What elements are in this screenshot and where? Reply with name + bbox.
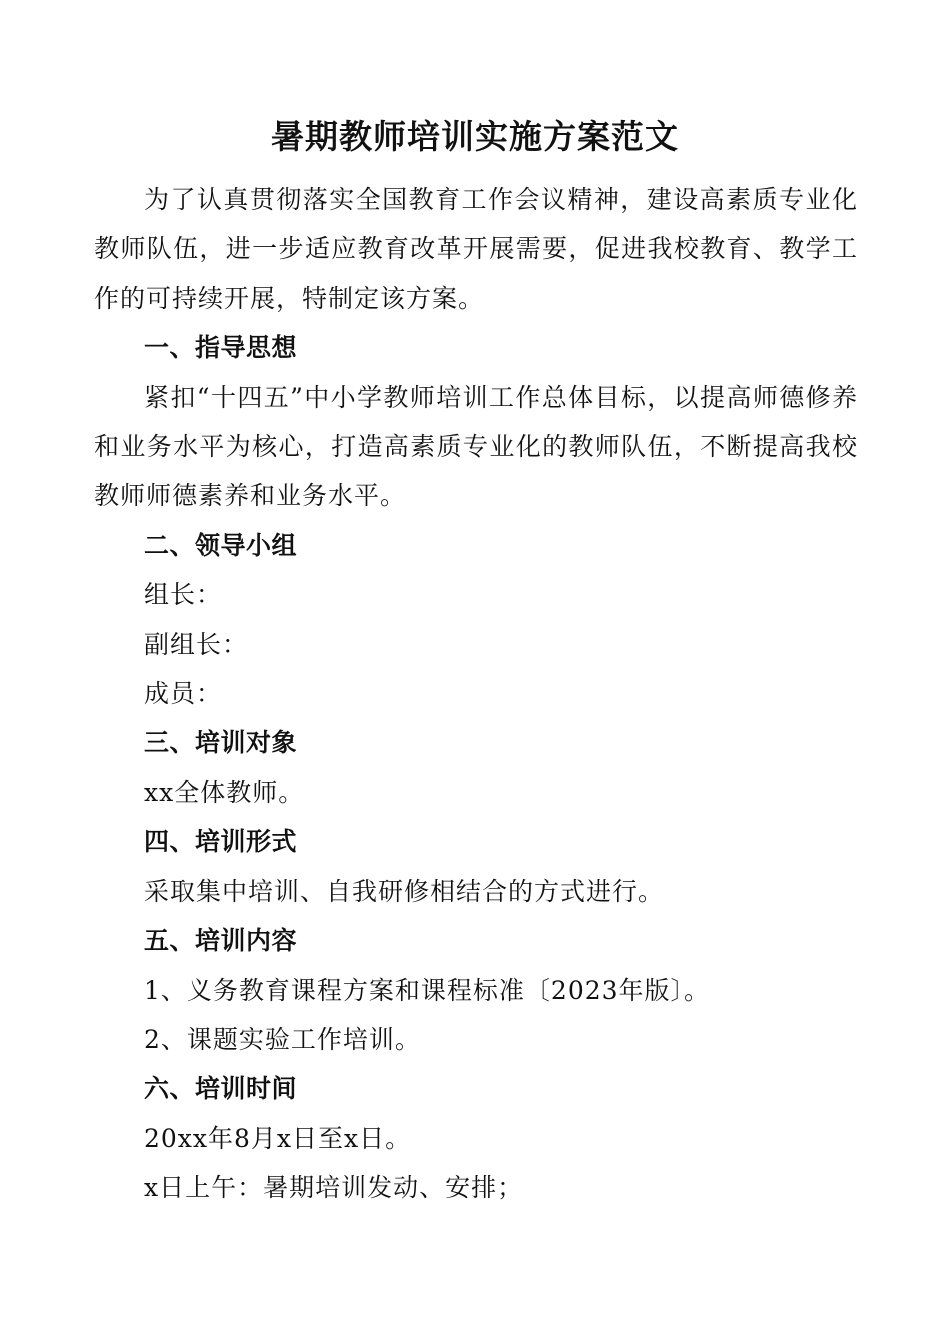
deputy-leader-line: 副组长： [144, 629, 249, 659]
training-format-line: 采取集中培训、自我研修相结合的方式进行。 [144, 876, 665, 906]
training-content-item-2: 2、课题实验工作培训。 [144, 1024, 421, 1054]
training-content-item-1: 1、义务教育课程方案和课程标准〔2023年版〕。 [144, 975, 711, 1005]
section-heading-training-time: 六、培训时间 [144, 1074, 298, 1104]
section-heading-leadership-group: 二、领导小组 [144, 530, 298, 560]
section-heading-training-target: 三、培训对象 [144, 728, 298, 758]
schedule-line-1: x日上午：暑期培训发动、安排； [144, 1173, 524, 1203]
section-heading-guiding-ideology: 一、指导思想 [144, 333, 298, 363]
members-line: 成员： [144, 679, 223, 709]
document-body [94, 175, 858, 1213]
group-leader-line: 组长： [144, 580, 223, 610]
training-target-line: xx全体教师。 [144, 777, 305, 807]
intro-paragraph: 为了认真贯彻落实全国教育工作会议精神，建设高素质专业化教师队伍，进一步适应教育改革开展需要，促进我校教育、教学工作的可持续开展，特制定该方案。 [94, 185, 858, 313]
section-heading-training-content: 五、培训内容 [144, 926, 298, 956]
section-heading-training-format: 四、培训形式 [144, 827, 298, 857]
training-dates-line: 20xx年8月x日至x日。 [144, 1123, 412, 1153]
guiding-ideology-paragraph: 紧扣“十四五”中小学教师培训工作总体目标，以提高师德修养和业务水平为核心，打造高素质专业化的教师队伍，不断提高我校教师师德素养和业务水平。 [94, 382, 858, 511]
document-title: 暑期教师培训实施方案范文 [271, 117, 679, 156]
